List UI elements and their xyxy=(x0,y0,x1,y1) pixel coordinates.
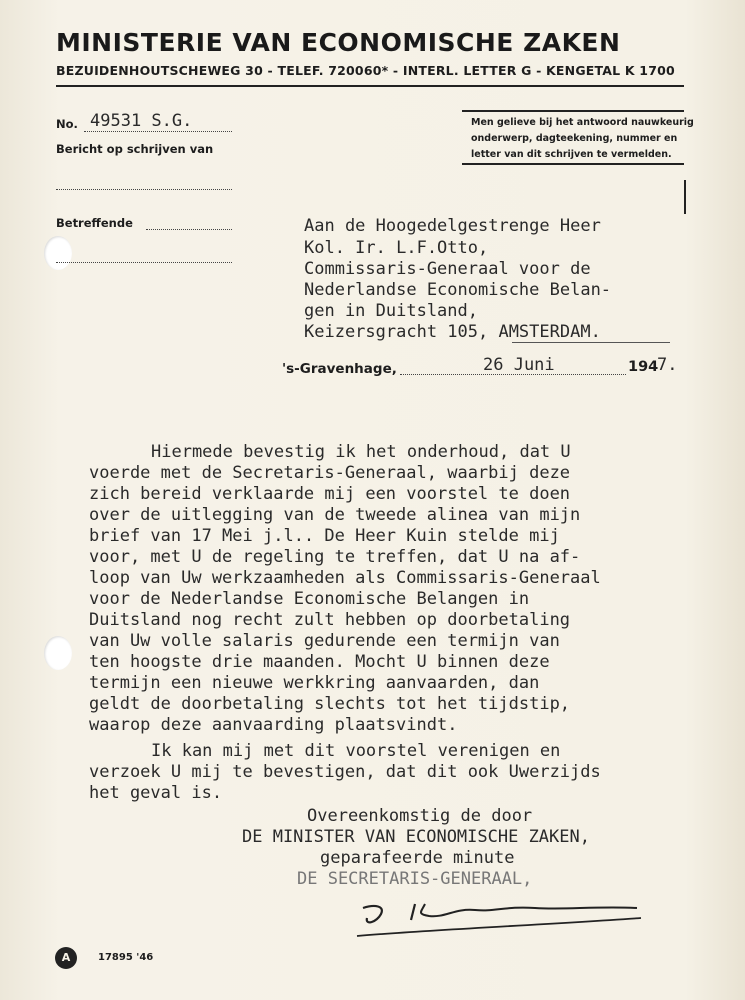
punch-hole-top xyxy=(44,236,72,270)
body-line-3: zich bereid verklaarde mij een voorstel te doen xyxy=(89,484,571,504)
closing-line-3: geparafeerde minute xyxy=(320,848,515,868)
dateline-year-prefix: 194 xyxy=(628,359,659,375)
notice-rule-bottom xyxy=(462,163,684,165)
letterhead-rule xyxy=(56,85,684,87)
letterhead-address: BEZUIDENHOUTSCHEWEG 30 - TELEF. 720060* - INTERL. LETTER G - KENGETAL K 1700 xyxy=(56,63,675,78)
body-line-12: termijn een nieuwe werkkring aanvaarden, dan xyxy=(89,673,540,693)
dateline-year-digit: 7. xyxy=(657,355,678,375)
body-line-17: het geval is. xyxy=(89,783,223,803)
body-line-8: voor de Nederlandse Economische Belangen in xyxy=(89,589,530,609)
body-line-4: over de uitlegging van de tweede alinea van mijn xyxy=(89,505,581,525)
body-line-5: brief van 17 Mei j.l.. De Heer Kuin stelde mij xyxy=(89,526,560,546)
handwritten-signature xyxy=(345,890,665,950)
reference-no-label: No. xyxy=(56,117,78,131)
addressee-line-6: Keizersgracht 105, AMSTERDAM. xyxy=(304,322,601,342)
notice-line-1: Men gelieve bij het antwoord nauwkeurig xyxy=(471,117,694,128)
notice-text xyxy=(471,115,694,163)
body-line-9: Duitsland nog recht zult hebben op doorbetaling xyxy=(89,610,571,630)
body-line-13: geldt de doorbetaling slechts tot het tijdstip, xyxy=(89,694,571,714)
dateline-day-month: 26 Juni xyxy=(483,355,555,375)
body-line-7: loop van Uw werkzaamheden als Commissaris-Generaal xyxy=(89,568,601,588)
amsterdam-underline xyxy=(512,342,670,343)
closing-line-2: DE MINISTER VAN ECONOMISCHE ZAKEN, xyxy=(242,827,590,847)
addressee-line-2: Kol. Ir. L.F.Otto, xyxy=(304,238,489,258)
body-line-15: Ik kan mij met dit voorstel verenigen en xyxy=(151,741,561,761)
notice-rule-top xyxy=(462,110,684,112)
notice-line-2: onderwerp, dagteekening, nummer en xyxy=(471,133,678,144)
reference-no-value: 49531 S.G. xyxy=(90,111,193,131)
bericht-label: Bericht op schrijven van xyxy=(56,142,214,156)
addressee-line-4: Nederlandse Economische Belan- xyxy=(304,280,612,300)
footer-code: 17895 '46 xyxy=(98,952,154,963)
betreffende-dots-2 xyxy=(56,262,232,263)
body-line-16: verzoek U mij te bevestigen, dat dit ook Uwerzijds xyxy=(89,762,601,782)
printer-logo: A xyxy=(55,947,77,969)
closing-line-1: Overeenkomstig de door xyxy=(307,806,533,826)
addressee-line-1: Aan de Hoogedelgestrenge Heer xyxy=(304,216,601,236)
body-line-11: ten hoogste drie maanden. Mocht U binnen deze xyxy=(89,652,550,672)
addressee-line-5: gen in Duitsland, xyxy=(304,301,478,321)
body-line-6: voor, met U de regeling te treffen, dat U na af- xyxy=(89,547,581,567)
body-line-14: waarop deze aanvaarding plaatsvindt. xyxy=(89,715,458,735)
letterhead-title: MINISTERIE VAN ECONOMISCHE ZAKEN xyxy=(56,28,621,57)
body-line-1: Hiermede bevestig ik het onderhoud, dat U xyxy=(151,442,571,462)
punch-hole-bottom xyxy=(44,636,72,670)
betreffende-dots-1 xyxy=(146,229,232,230)
notice-line-3: letter van dit schrijven te vermelden. xyxy=(471,149,672,160)
bericht-dots xyxy=(56,189,232,190)
closing-line-4: DE SECRETARIS-GENERAAL, xyxy=(297,869,533,889)
betreffende-label: Betreffende xyxy=(56,216,133,230)
body-line-2: voerde met de Secretaris-Generaal, waarbij deze xyxy=(89,463,571,483)
dateline-place: 's-Gravenhage, xyxy=(282,361,397,377)
body-line-10: van Uw volle salaris gedurende een termijn van xyxy=(89,631,560,651)
addressee-line-3: Commissaris-Generaal voor de xyxy=(304,259,591,279)
notice-rule-side xyxy=(684,180,686,214)
